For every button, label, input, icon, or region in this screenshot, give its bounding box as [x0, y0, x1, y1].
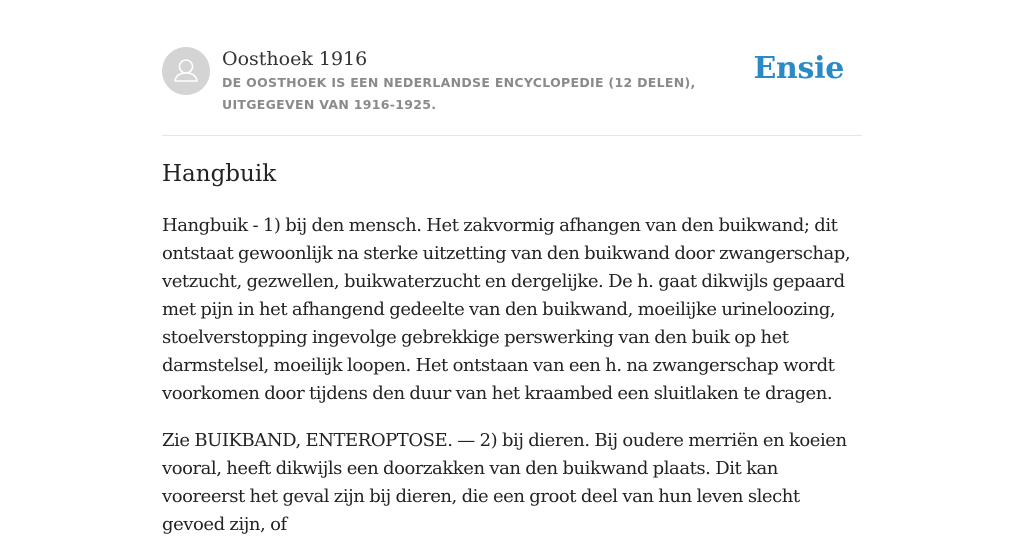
ensie-logo[interactable]: Ensie — [753, 51, 844, 86]
user-placeholder-icon[interactable] — [162, 47, 210, 95]
source-info — [222, 47, 762, 116]
source-title[interactable]: Oosthoek 1916 — [222, 48, 368, 70]
entry-paragraph: Hangbuik - 1) bij den mensch. Het zakvormig afhangen van den buikwand; dit ontstaat gewoonlijk na sterke uitzetting van den buikwand door zwangerschap, vetzucht, gezwellen, buikwaterzucht en dergelijke. De h. gaat dikwijls gepaard met pijn in het afhangend gedeelte van den buikwand, moeilijke urineloozing, stoelverstopping ingevolge gebrekkige perswerking van den buik op het darmstelsel, moeilijk loopen. Het ontstaan van een h. na zwangerschap wordt voorkomen door tijdens den duur van het kraambed een sluitlaken te dragen. — [162, 215, 851, 404]
entry-body — [162, 212, 862, 558]
entry-title: Hangbuik — [162, 161, 277, 187]
source-header — [162, 47, 862, 135]
source-description: DE OOSTHOEK IS EEN NEDERLANDSE ENCYCLOPEDIE (12 DELEN), UITGEGEVEN VAN 1916-1925. — [222, 75, 696, 112]
header-divider — [162, 135, 862, 136]
entry-paragraph: Zie BUIKBAND, ENTEROPTOSE. — 2) bij dieren. Bij oudere merriën en koeien vooral, heeft dikwijls een doorzakken van den buikwand plaats. Dit kan vooreerst het geval zijn bij dieren, die een groot deel van hun leven slecht gevoed zijn, of — [162, 430, 847, 535]
